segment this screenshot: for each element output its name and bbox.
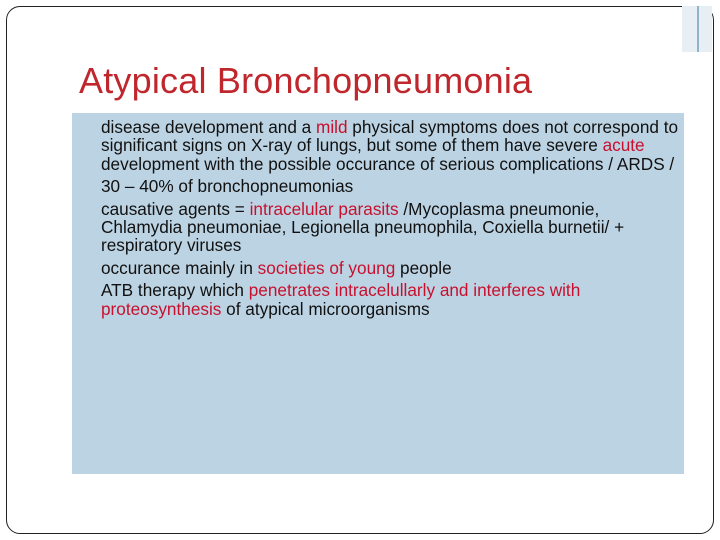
- text-run: ATB therapy which: [101, 280, 249, 301]
- bullet-paragraph: [101, 118, 681, 173]
- bullet-paragraph: [101, 281, 681, 318]
- slide-corner-accent-line: [697, 6, 699, 52]
- highlighted-text: intracelular parasits: [249, 198, 399, 219]
- text-run: 30 – 40% of bronchopneumonias: [101, 176, 354, 197]
- bullet-paragraph: [101, 177, 681, 195]
- highlighted-text: mild: [316, 117, 348, 137]
- highlighted-text: societies of young: [257, 257, 396, 278]
- text-run: development with the possible occurance of serious complications / ARDS /: [101, 153, 675, 174]
- bullet-list: [101, 118, 681, 322]
- text-run: causative agents =: [101, 198, 250, 219]
- text-run: disease development and a: [101, 117, 316, 137]
- text-run: /Mycoplasma pneumonie, Chlamydia pneumoniae, Legionella pneumophila, Coxiella burnetii/ + respiratory viruses: [101, 198, 625, 256]
- text-run: physical symptoms does not correspond to significant signs on X-ray of lungs, but some of them have severe: [101, 117, 679, 156]
- slide-title: Atypical Bronchopneumonia: [79, 60, 533, 101]
- bullet-paragraph: [101, 259, 681, 277]
- highlighted-text: acute: [602, 135, 645, 156]
- text-run: people: [395, 257, 452, 278]
- bullet-paragraph: [101, 200, 681, 255]
- highlighted-text: penetrates intracelullarly and interferes with proteosynthesis: [101, 280, 581, 319]
- text-run: of atypical microorganisms: [221, 298, 430, 319]
- text-run: occurance mainly in: [101, 257, 258, 278]
